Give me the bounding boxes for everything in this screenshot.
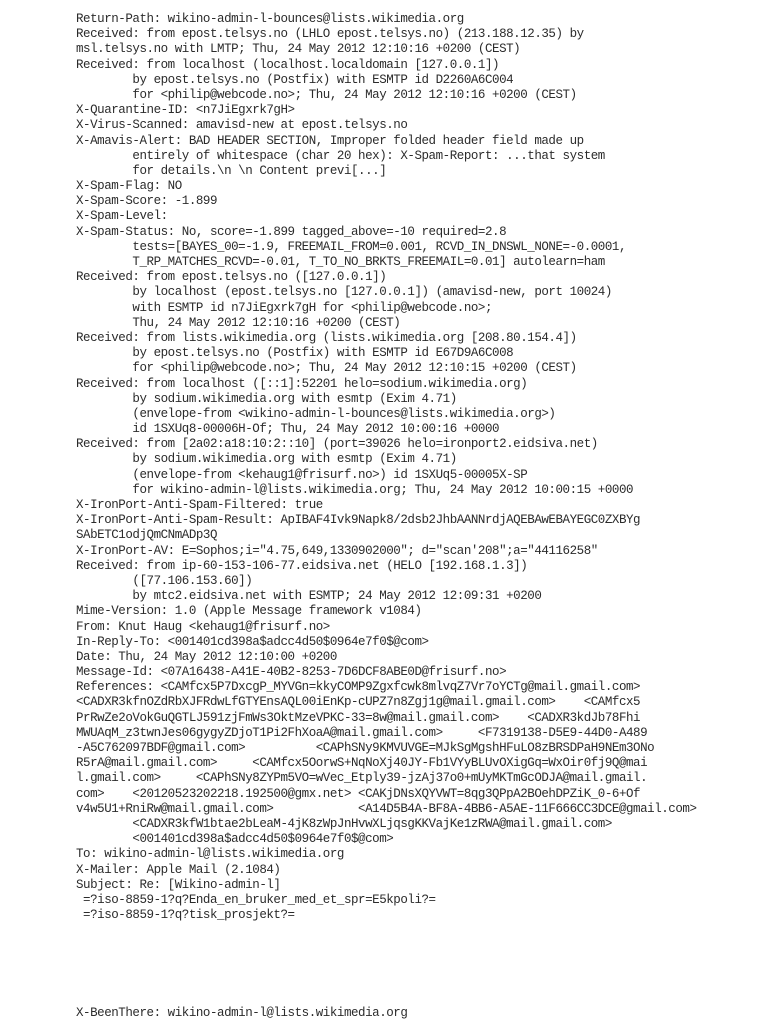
header-line: PrRwZe2oVokGuQGTLJ591zjFmWs3OktMzeVPKC-33=8w@mail.gmail.com> <CADXR3kdJb78Fhi [76,710,641,725]
header-line: X-Quarantine-ID: <n7JiEgxrk7gH> [76,103,295,118]
header-line: Received: from [2a02:a18:10:2::10] (port=39026 helo=ironport2.eidsiva.net) [76,437,598,452]
header-line: Received: from localhost ([::1]:52201 helo=sodium.wikimedia.org) [76,376,528,391]
header-line: with ESMTP id n7JiEgxrk7gH for <philip@webcode.no>; [76,300,493,315]
header-line: for <philip@webcode.no>; Thu, 24 May 2012 12:10:16 +0200 (CEST) [76,87,577,102]
header-line: MWUAqM_z3twnJes06gygyZDjoT1Pi2FhXoaA@mail.gmail.com> <F7319138-D5E9-44D0-A489 [76,725,648,740]
header-line: by sodium.wikimedia.org with esmtp (Exim 4.71) [76,391,457,406]
header-line: by epost.telsys.no (Postfix) with ESMTP id E67D9A6C008 [76,346,514,361]
header-line: <CADXR3kfW1btae2bLeaM-4jK8zWpJnHvwXLjqsgKKVajKe1zRWA@mail.gmail.com> [76,816,612,831]
header-line: Received: from epost.telsys.no ([127.0.0.1]) [76,270,387,285]
header-line: X-Spam-Score: -1.899 [76,194,218,209]
header-line: Return-Path: wikino-admin-l-bounces@lists.wikimedia.org [76,12,464,26]
header-line: <CADXR3kfnOZdRbXJFRdwLfGTYEnsAQL00iEnKp-cUPZ7n8Zgj1g@mail.gmail.com> <CAMfcx5 [76,695,641,710]
header-line: ([77.106.153.60]) [76,573,253,588]
header-line: (envelope-from <kehaug1@frisurf.no>) id 1SXUq5-00005X-SP [76,467,528,482]
header-line: com> <20120523202218.192500@gmx.net> <CAKjDNsXQYVWT=8qg3QPpA2BOehDPZiK_0-6+Of [76,786,641,801]
header-line: SAbETC1odjQmCNmADp3Q [76,528,218,543]
header-line: Date: Thu, 24 May 2012 12:10:00 +0200 [76,649,337,664]
header-line: =?iso-8859-1?q?tisk_prosjekt?= [76,908,295,923]
header-line: entirely of whitespace (char 20 hex): X-Spam-Report: ...that system [76,148,605,163]
header-line: X-Amavis-Alert: BAD HEADER SECTION, Improper folded header field made up [76,133,584,148]
header-line: X-Mailer: Apple Mail (2.1084) [76,862,281,877]
header-line: id 1SXUq8-00006H-Of; Thu, 24 May 2012 10:00:16 +0000 [76,422,500,437]
header-line: by epost.telsys.no (Postfix) with ESMTP id D2260A6C004 [76,72,514,87]
header-line: Message-Id: <07A16438-A41E-40B2-8253-7D6DCF8ABE0D@frisurf.no> [76,665,507,680]
header-line: R5rA@mail.gmail.com> <CAMfcx5OorwS+NqNoXj40JY-Fb1VYyBLUvOXigGq=WxOir0fj9Q@mai [76,756,648,771]
header-line: for <philip@webcode.no>; Thu, 24 May 2012 12:10:15 +0200 (CEST) [76,361,577,376]
header-line: <001401cd398a$adcc4d50$0964e7f0$@com> [76,832,394,847]
header-line: To: wikino-admin-l@lists.wikimedia.org [76,847,344,862]
header-line: by sodium.wikimedia.org with esmtp (Exim 4.71) [76,452,457,467]
header-line: X-IronPort-Anti-Spam-Filtered: true [76,498,323,512]
header-line: Received: from ip-60-153-106-77.eidsiva.net (HELO [192.168.1.3]) [76,558,528,573]
header-line: References: <CAMfcx5P7DxcgP_MYVGn=kkyCOMP9Zgxfcwk8mlvqZ7Vr7oYCTg@mail.gmail.com> [76,680,641,695]
header-line: In-Reply-To: <001401cd398a$adcc4d50$0964e7f0$@com> [76,634,429,649]
header-line: X-Spam-Flag: NO [76,179,182,194]
header-line: X-Virus-Scanned: amavisd-new at epost.telsys.no [76,118,408,133]
header-line: X-IronPort-AV: E=Sophos;i="4.75,649,1330902000"; d="scan'208";a="44116258" [76,543,598,558]
header-line: =?iso-8859-1?q?Enda_en_bruker_med_et_spr=E5kpoli?= [76,892,436,907]
header-line: (envelope-from <wikino-admin-l-bounces@lists.wikimedia.org>) [76,406,556,421]
header-line: -A5C762097BDF@gmail.com> <CAPhSNy9KMVUVGE=MJkSgMgshHFuLO8zBRSDPaH9NEm3ONo [76,741,655,755]
email-headers-block [76,12,756,923]
header-line: From: Knut Haug <kehaug1@frisurf.no> [76,619,330,634]
header-line: T_RP_MATCHES_RCVD=-0.01, T_TO_NO_BRKTS_FREEMAIL=0.01] autolearn=ham [76,255,605,269]
header-line: X-Spam-Level: [76,209,168,224]
header-line: for wikino-admin-l@lists.wikimedia.org; Thu, 24 May 2012 10:00:15 +0000 [76,482,634,497]
header-line: Thu, 24 May 2012 12:10:16 +0200 (CEST) [76,315,401,330]
header-line: msl.telsys.no with LMTP; Thu, 24 May 2012 12:10:16 +0200 (CEST) [76,42,521,57]
header-line: by mtc2.eidsiva.net with ESMTP; 24 May 2012 12:09:31 +0200 [76,589,542,604]
header-line: X-Spam-Status: No, score=-1.899 tagged_above=-10 required=2.8 [76,224,507,239]
header-line: Received: from epost.telsys.no (LHLO epost.telsys.no) (213.188.12.35) by [76,27,584,42]
header-line: for details.\n \n Content previ[...] [76,163,387,178]
header-line: Mime-Version: 1.0 (Apple Message framework v1084) [76,604,422,619]
header-line: Received: from localhost (localhost.localdomain [127.0.0.1]) [76,57,500,72]
header-line: Subject: Re: [Wikino-admin-l] [76,877,281,892]
header-line: l.gmail.com> <CAPhSNy8ZYPm5VO=wVec_Etply39-jzAj37o0+mUyMKTmGcODJA@mail.gmail. [76,771,648,786]
header-line-x-beenthere: X-BeenThere: wikino-admin-l@lists.wikimedia.org [76,1006,408,1020]
header-line: v4w5U1+RniRw@mail.gmail.com> <A14D5B4A-BF8A-4BB6-A5AE-11F666CC3DCE@gmail.com> [76,801,697,816]
header-line: Received: from lists.wikimedia.org (lists.wikimedia.org [208.80.154.4]) [76,330,577,345]
header-line: by localhost (epost.telsys.no [127.0.0.1]) (amavisd-new, port 10024) [76,285,612,300]
header-line: X-IronPort-Anti-Spam-Result: ApIBAF4Ivk9Napk8/2dsb2JhbAANNrdjAQEBAwEBAYEGC0ZXBYg [76,513,641,528]
header-line: tests=[BAYES_00=-1.9, FREEMAIL_FROM=0.001, RCVD_IN_DNSWL_NONE=-0.0001, [76,239,626,254]
